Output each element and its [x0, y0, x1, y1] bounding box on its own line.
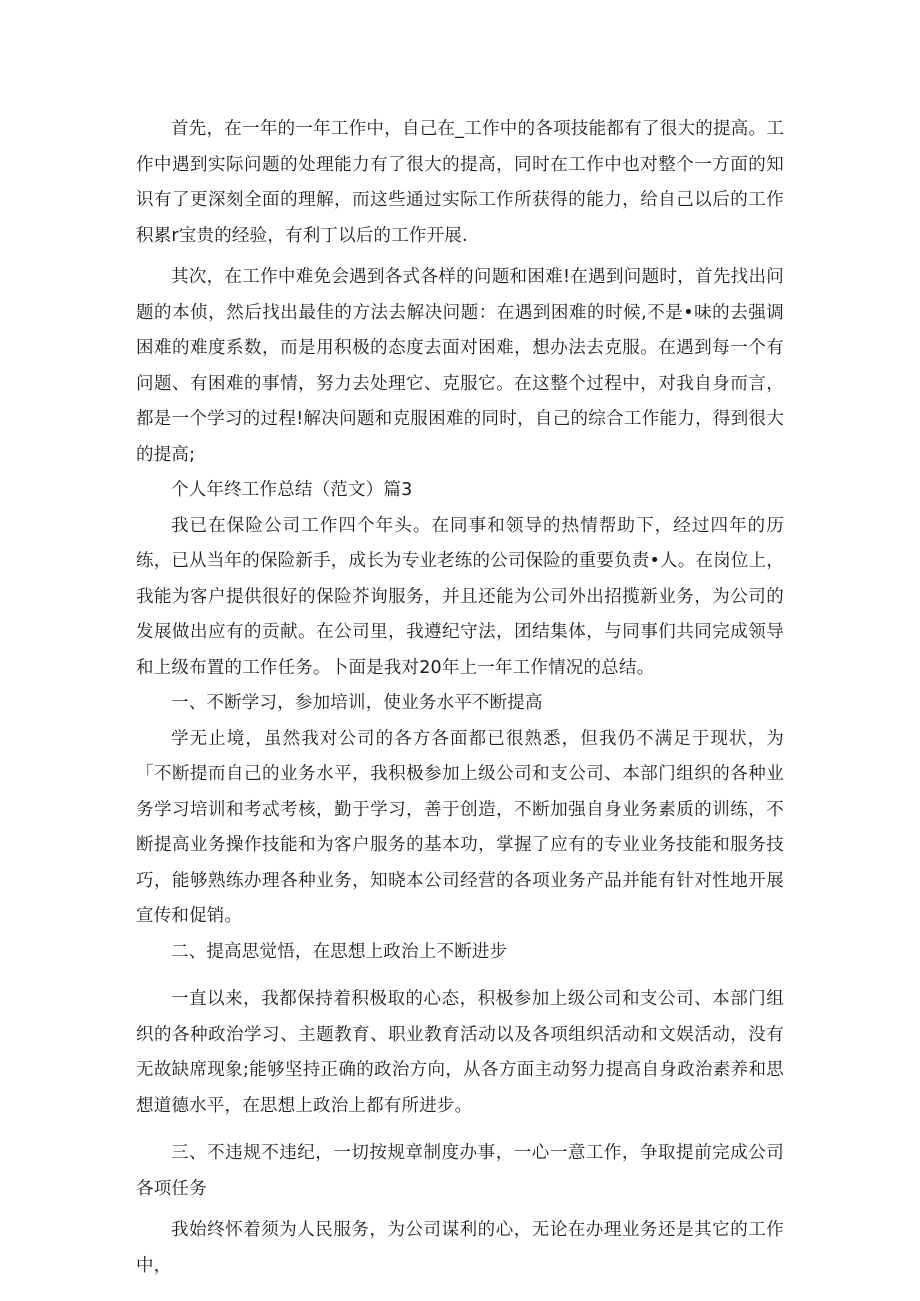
section-title-part3: 个人年终工作总结（范文）篇3: [171, 480, 413, 500]
paragraph-skills-improvement: 首先，在一年的一年工作中，自己在_工作中的各项技能都有了很大的提高。工作中遇到实际问题的处理能力有了很大的提高，同时在工作中也对整个一方面的知识有了更深刻全面的理解，而这些通过实际工作所获得的能力，给自己以后的工作积累r宝贵的经验，有利丁以后的工作开展.: [136, 119, 784, 246]
paragraph-service: 我始终怀着须为人民服务，为公司谋利的心，无论在办理业务还是其它的工作中，: [136, 1220, 784, 1276]
paragraph-insurance-intro: 我已在保险公司工作四个年头。在同事和领导的热情帮助下，经过四年的历练，已从当年的保险新手，成长为专业老练的公司保险的重要负责•人。在岗位上，我能为客户提供很好的保险芥询服务，并且还能为公司外出招揽新业务，为公司的发展做出应有的贡献。在公司里，我遵纪守法，团结集体，与同事们共同完成领导和上级布置的工作任务。卜面是我对20年上一年工作情况的总结。: [136, 515, 784, 678]
heading-rules-compliance: 三、不违规不违纪，一切按规章制度办事，一心一意工作，争取提前完成公司各项任务: [136, 1143, 784, 1199]
document-body: [136, 112, 784, 1284]
heading-political-awareness: 二、提高思觉悟，在思想上政治上不断进步: [171, 941, 508, 962]
paragraph-learning: 学无止境，虽然我对公司的各方各面都已很熟悉，但我仍不满足于现状，为「不断提而自己的业务水平，我积极参加上级公司和支公司、本部门组织的各种业务学习培训和考忒考核，勤于学习，善于创造，不断加强自身业务素质的训练，不断提高业务操作技能和为客户服务的基本功，掌握了应有的专业业务技能和服务技巧，能够熟练办理各种业务，知晓本公司经营的各项业务产品并能有针对性地开展宣传和促销。: [136, 728, 784, 926]
heading-continuous-learning: 一、不断学习，参加培训，使业务水平不断提高: [171, 693, 543, 713]
paragraph-political: 一直以来，我都保持着积极取的心态，积极参加上级公司和支公司、本部门组织的各种政治学习、主题教育、职业教育活动以及各项组织活动和文娱活动，没有无故缺席现象;能够坚持正确的政治方向，从各方面主动努力提高自身政治素养和思想道德水平，在思想上政治上都有所进步。: [136, 989, 784, 1116]
paragraph-problem-solving: 其次，在工作中难免会遇到各式各样的问题和困难!在遇到问题时，首先找出问题的本侦，然后找出最佳的方法去解决问题：在遇到困难的时候,不是•味的去强调困难的难度系数，而是用积极的态度去面对困难，想办法去克服。在遇到每一个有问题、有困难的事情，努力去处理它、克服它。在这整个过程中，对我自身而言，都是一个学习的过程!解决问题和克服困难的同时，自己的综合工作能力，得到很大的提高;: [136, 267, 784, 465]
